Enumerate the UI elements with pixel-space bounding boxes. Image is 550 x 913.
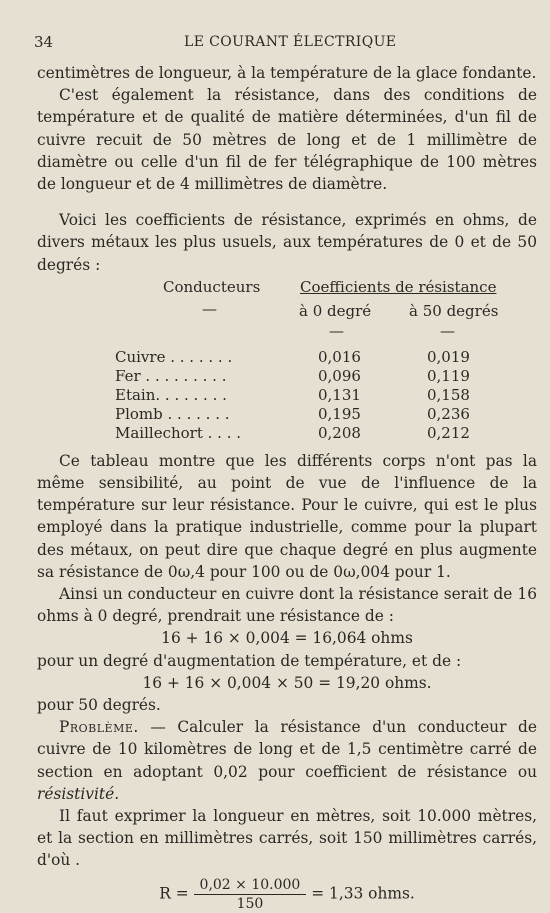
table-subheader-50: à 50 degrés <box>409 301 499 320</box>
table-header-dash: — <box>202 299 217 318</box>
table-row-name: Maillechort . . . . <box>115 423 242 442</box>
problem-text: — Calculer la résistance d'un conducteur de cuivre de 10 kilomètres de long et de 1,5 centimètre carré de section en adoptant 0,02 pour coefficient de résistance ou <box>37 718 537 781</box>
formula-rhs: = 1,33 ohms. <box>311 884 415 903</box>
table-cell: 0,158 <box>427 385 470 404</box>
page-header <box>34 33 530 53</box>
table-cell: 0,119 <box>427 366 470 385</box>
formula-fraction <box>37 876 537 913</box>
paragraph: Voici les coefficients de résistance, exprimés en ohms, de divers métaux les plus usuels, aux températures de 0 et de 50 degrés : <box>37 211 537 274</box>
table-cell: 0,096 <box>318 366 361 385</box>
paragraph: Ainsi un conducteur en cuivre dont la résistance serait de 16 ohms à 0 degré, prendrait une résistance de : <box>37 585 537 626</box>
paragraph: pour un degré d'augmentation de température, et de : <box>37 651 462 670</box>
table-row-name: Plomb . . . . . . . <box>115 404 230 423</box>
table-cell: 0,016 <box>318 347 361 366</box>
table-row-name: Cuivre . . . . . . . <box>115 347 233 366</box>
table-header-conducteurs: Conducteurs <box>163 277 261 296</box>
paragraph: Ce tableau montre que les différents corps n'ont pas la même sensibilité, au point de vue de l'influence de la température sur leur résistance. Pour le cuivre, qui est le plus employé dans la pratique industrielle, comme pour la plupart des métaux, on peut dire que chaque degré en plus augmente sa résistance de 0ω,4 pour 100 ou de 0ω,004 pour 1. <box>37 451 537 581</box>
problem-paragraph <box>37 716 537 805</box>
table-cell: 0,195 <box>318 404 361 423</box>
table-dash: — <box>329 321 344 340</box>
page-number: 34 <box>34 33 54 51</box>
formula: 16 + 16 × 0,004 × 50 = 19,20 ohms. <box>142 673 432 692</box>
page-body <box>37 62 537 913</box>
fraction-denominator: 150 <box>236 895 264 912</box>
table-dash: — <box>440 321 455 340</box>
formula-lhs: R = <box>159 884 189 903</box>
problem-label: Problème. <box>59 718 139 737</box>
table-cell: 0,236 <box>427 404 470 423</box>
table-header-coefficients: Coefficients de résistance <box>300 277 497 296</box>
table-row-name: Fer . . . . . . . . . <box>115 366 227 385</box>
resistance-table <box>37 276 537 440</box>
paragraph: Il faut exprimer la longueur en mètres, soit 10.000 mètres, et la section en millimètres carrés, soit 150 millimètres carrés, d'où . <box>37 807 537 870</box>
problem-term: résistivité. <box>37 784 120 803</box>
table-cell: 0,019 <box>427 347 470 366</box>
table-row-name: Etain. . . . . . . . <box>115 385 227 404</box>
running-title: LE COURANT ÉLECTRIQUE <box>184 34 397 50</box>
paragraph: pour 50 degrés. <box>37 696 161 715</box>
paragraph: C'est également la résistance, dans des conditions de température et de qualité de matière déterminées, d'un fil de cuivre recuit de 50 mètres de long et de 1 millimètre de diamètre ou celle d'un fil de fer télégraphique de 100 mètres de longueur et de 4 millimètres de diamètre. <box>37 86 537 194</box>
table-subheader-0: à 0 degré <box>299 301 372 320</box>
table-cell: 0,131 <box>318 385 361 404</box>
table-cell: 0,208 <box>318 423 361 442</box>
paragraph: centimètres de longueur, à la température de la glace fondante. <box>37 64 537 82</box>
formula: 16 + 16 × 0,004 = 16,064 ohms <box>161 629 413 648</box>
fraction-numerator: 0,02 × 10.000 <box>194 876 307 895</box>
table-cell: 0,212 <box>427 423 470 442</box>
fraction <box>194 876 307 913</box>
